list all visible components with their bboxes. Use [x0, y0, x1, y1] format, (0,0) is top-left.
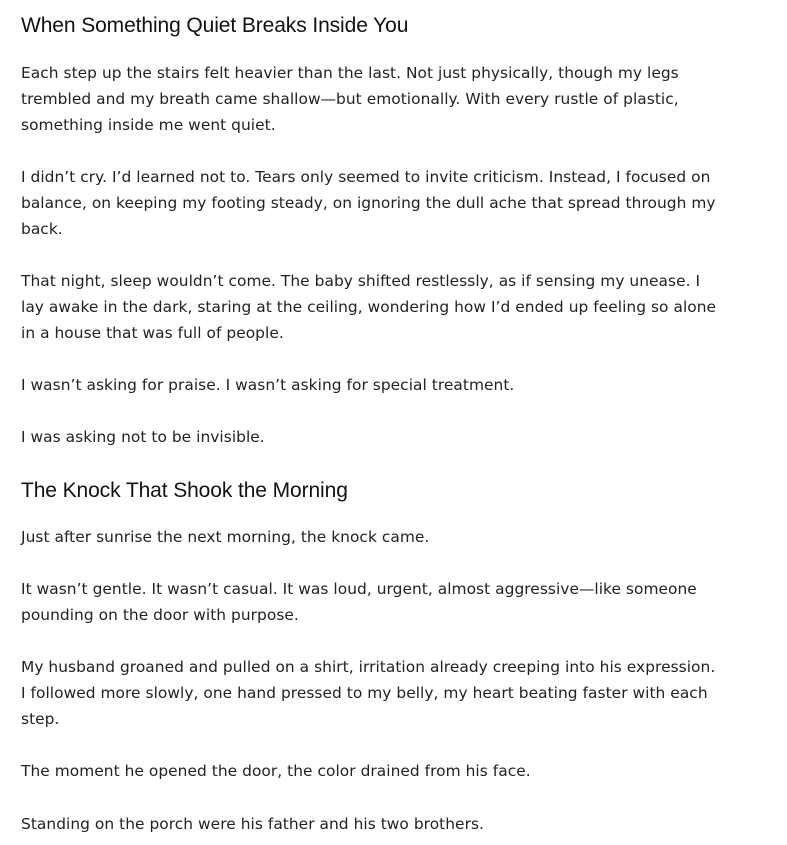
paragraph: That night, sleep wouldn’t come. The baby shifted restlessly, as if sensing my unease. I lay awake in the dark, staring at the ceiling, wondering how I’d ended up feeling so alone in a house that was full of people. — [21, 272, 717, 342]
paragraph: I was asking not to be invisible. — [21, 428, 265, 446]
paragraph: Just after sunrise the next morning, the knock came. — [21, 528, 430, 546]
paragraph: Each step up the stairs felt heavier than the last. Not just physically, though my legs trembled and my breath came shallow—but emotionally. With every rustle of plastic, something inside me went quiet. — [21, 64, 679, 134]
paragraph: It wasn’t gentle. It wasn’t casual. It was loud, urgent, almost aggressive—like someone pounding on the door with purpose. — [21, 580, 697, 624]
section-heading: When Something Quiet Breaks Inside You — [21, 14, 409, 37]
section-heading: The Knock That Shook the Morning — [21, 479, 348, 502]
paragraph: Standing on the porch were his father and his two brothers. — [21, 815, 484, 833]
paragraph: I wasn’t asking for praise. I wasn’t asking for special treatment. — [21, 376, 515, 394]
paragraph: The moment he opened the door, the color drained from his face. — [21, 762, 531, 780]
paragraph: My husband groaned and pulled on a shirt, irritation already creeping into his expression. I followed more slowly, one hand pressed to my belly, my heart beating faster with each step. — [21, 658, 716, 728]
paragraph: I didn’t cry. I’d learned not to. Tears only seemed to invite criticism. Instead, I focused on balance, on keeping my footing steady, on ignoring the dull ache that spread through my back. — [21, 168, 716, 238]
